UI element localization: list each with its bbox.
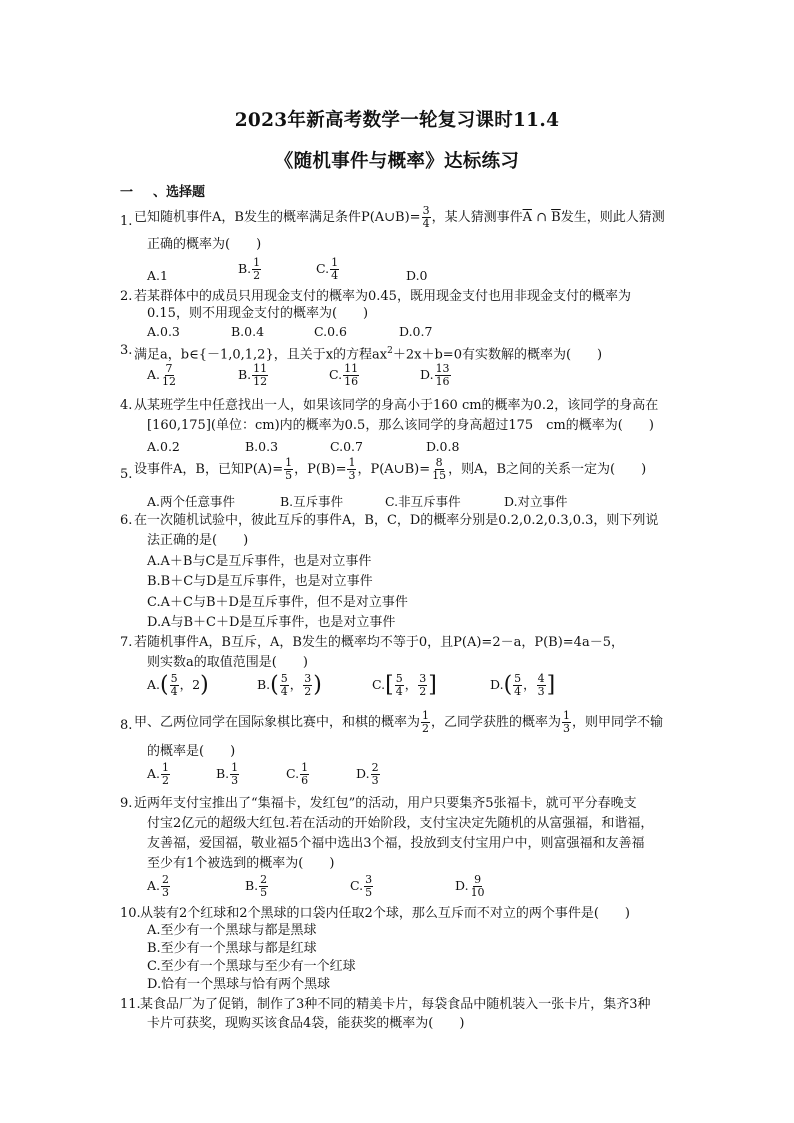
- option-c: C. $\frac{3}{5}$: [350, 873, 373, 899]
- option-a: A. $\frac{7}{12}$: [147, 362, 177, 388]
- question-text: ，某人猜测事件: [431, 210, 523, 225]
- question-number: 8.: [120, 718, 133, 733]
- option-a: A.0.2: [147, 439, 180, 454]
- option-b: B.至少有一个黑球与都是红球: [147, 941, 317, 956]
- question-number: 10.: [120, 906, 141, 921]
- question-number: 7.: [120, 635, 133, 650]
- doc-title-line2: 《随机事件与概率》达标练习: [274, 151, 520, 172]
- option-b: B.0.3: [245, 439, 279, 454]
- question-text: 已知随机事件A，B发生的概率满足条件P(A∪B)=: [134, 210, 421, 225]
- option-d: D.0: [406, 268, 428, 283]
- question-3: [120, 341, 700, 396]
- question-text-line: 付宝2亿元的超级大红包.若在活动的开始阶段，支付宝决定先随机的从富强福，和谐福，: [147, 816, 654, 831]
- question-number: 2.: [120, 289, 133, 304]
- option-c: C. $\frac{1}{4}$: [316, 256, 339, 282]
- option-a: A.( $\frac{5}{4}$ ，2): [147, 672, 209, 698]
- question-4: [120, 396, 700, 456]
- question-text-line: 在一次随机试验中，彼此互斥的事件A，B，C，D的概率分别是0.2,0.2,0.3,0.3，则下列说: [134, 513, 659, 528]
- section-number: 一: [120, 185, 134, 200]
- question-text-line: 若随机事件A，B互斥，A，B发生的概率均不等于0，且P(A)=2－a，P(B)=4a－5，: [134, 635, 624, 650]
- question-number: 3.: [120, 343, 133, 358]
- doc-title-line1: 2023年新高考数学一轮复习课时11.4: [234, 110, 560, 131]
- question-7: [120, 633, 700, 708]
- question-number: 1.: [120, 214, 133, 229]
- option-a: A.两个任意事件: [147, 494, 236, 509]
- option-c: C.A＋C与B＋D是互斥事件，但不是对立事件: [147, 595, 408, 610]
- question-text-line: 0.15，则不用现金支付的概率为( ): [147, 306, 369, 321]
- option-d: D. $\frac{9}{10}$: [455, 873, 485, 899]
- question-6: [120, 511, 700, 633]
- section-heading: [120, 181, 205, 200]
- question-text-line: 满足a，b∈{－1,0,1,2}，且关于x的方程$ax^2+2x+b=0$有实数解的概率为( ): [134, 346, 603, 363]
- option-a: A. $\frac{2}{3}$: [147, 873, 170, 899]
- question-9: [120, 794, 700, 904]
- question-number: 11.: [120, 997, 141, 1012]
- question-text: 发生，则此人猜测: [560, 210, 665, 225]
- question-8: [120, 710, 700, 790]
- option-d: D. $\frac{13}{16}$: [420, 362, 450, 388]
- option-a: A.至少有一个黑球与都是黑球: [147, 923, 317, 938]
- option-d: D.0.7: [399, 324, 433, 339]
- question-text-line: [160,175](单位：cm)内的概率为0.5，那么该同学的身高超过175 cm的概率为( ): [147, 418, 654, 433]
- option-d: D.对立事件: [504, 494, 568, 509]
- question-text-line: 的概率是( ): [147, 744, 236, 759]
- complement-b: $\overline{B}$: [551, 210, 561, 225]
- option-c: C.非互斥事件: [385, 494, 461, 509]
- question-text-line: 至少有1个被选到的概率为( ): [147, 856, 335, 871]
- option-a: A. $\frac{1}{2}$: [147, 761, 170, 787]
- complement-a: $\overline{A}$: [522, 210, 532, 225]
- section-label: 、选择题: [153, 185, 206, 200]
- option-d: D.0.8: [426, 439, 460, 454]
- option-b: B. $\frac{11}{12}$: [238, 362, 268, 388]
- option-c: C.至少有一个黑球与至少有一个红球: [147, 959, 356, 974]
- question-number: 4.: [120, 398, 133, 413]
- question-text-line: 卡片可获奖，现购买该食品4袋，能获奖的概率为( ): [147, 1016, 465, 1031]
- question-text-line: 正确的概率为( ): [147, 237, 262, 252]
- question-text-line: 已知随机事件A，B发生的概率满足条件P(A∪B)= $\frac{3}{4}$ ，某人猜测事件$\overline{A}$ ∩ $\overline{B}$发生，则此人猜测: [134, 204, 665, 230]
- option-c: C.[ $\frac{5}{4}$ ， $\frac{3}{2}$ ]: [372, 672, 437, 698]
- option-d: D.A与B＋C＋D是互斥事件，也是对立事件: [147, 615, 396, 630]
- question-text-line: 友善福，爱国福，敬业福5个福中选出3个福，投放到支付宝用户中，则富强福和友善福: [147, 836, 645, 851]
- option-b: B.互斥事件: [280, 494, 344, 509]
- option-c: C.0.7: [330, 439, 363, 454]
- question-2: [120, 287, 700, 342]
- option-c: C.0.6: [314, 324, 347, 339]
- question-1: [120, 205, 700, 285]
- option-c: C. $\frac{11}{16}$: [329, 362, 359, 388]
- option-a: A.0.3: [147, 324, 180, 339]
- question-text-line: 法正确的是( ): [147, 533, 249, 548]
- question-text-line: 则实数a的取值范围是( ): [147, 655, 308, 670]
- option-d: D. $\frac{2}{3}$: [356, 761, 379, 787]
- question-text-line: 甲、乙两位同学在国际象棋比赛中，和棋的概率为 $\frac{1}{2}$ ，乙同学获胜的概率为 $\frac{1}{3}$ ，则甲同学不输: [134, 709, 664, 735]
- fraction: $\frac{3}{4}$: [422, 204, 430, 230]
- question-number: 6.: [120, 513, 133, 528]
- option-d: D.恰有一个黑球与恰有两个黑球: [147, 977, 331, 992]
- option-a: A.1: [147, 268, 168, 283]
- question-text-line: 若某群体中的成员只用现金支付的概率为0.45，既用现金支付也用非现金支付的概率为: [134, 289, 631, 304]
- option-a: A.A＋B与C是互斥事件，也是对立事件: [147, 554, 372, 569]
- option-b: B. $\frac{1}{3}$: [216, 761, 239, 787]
- question-text-line: 从某班学生中任意找出一人，如果该同学的身高小于160 cm的概率为0.2，该同学的身高在: [134, 398, 659, 413]
- question-number: 5.: [120, 467, 133, 482]
- option-b: B.0.4: [231, 324, 265, 339]
- question-text-line: 设事件A，B，已知P(A)= $\frac{1}{5}$ ，P(B)= $\frac{1}{3}$ ，P(A∪B)= $\frac{8}{15}$ ，则A，B之间的关系一定为( ): [134, 456, 647, 482]
- option-b: B. $\frac{1}{2}$: [238, 256, 261, 282]
- question-11: [120, 995, 700, 1040]
- question-number: 9.: [120, 796, 133, 811]
- option-d: D.( $\frac{5}{4}$ ， $\frac{4}{3}$ ]: [490, 672, 556, 698]
- question-text-line: 近两年支付宝推出了“集福卡，发红包”的活动，用户只要集齐5张福卡，就可平分春晚支: [134, 796, 637, 811]
- option-b: B.B＋C与D是互斥事件，也是对立事件: [147, 574, 373, 589]
- question-10: [120, 904, 700, 999]
- question-5: [120, 457, 700, 509]
- option-b: B.( $\frac{5}{4}$ ， $\frac{3}{2}$ ): [257, 672, 322, 698]
- option-c: C. $\frac{1}{6}$: [286, 761, 309, 787]
- option-b: B. $\frac{2}{5}$: [245, 873, 268, 899]
- question-text-line: 从装有2个红球和2个黑球的口袋内任取2个球，那么互斥而不对立的两个事件是( ): [140, 906, 630, 921]
- question-text-line: 某食品厂为了促销，制作了3种不同的精美卡片，每袋食品中随机装入一张卡片，集齐3种: [140, 997, 651, 1012]
